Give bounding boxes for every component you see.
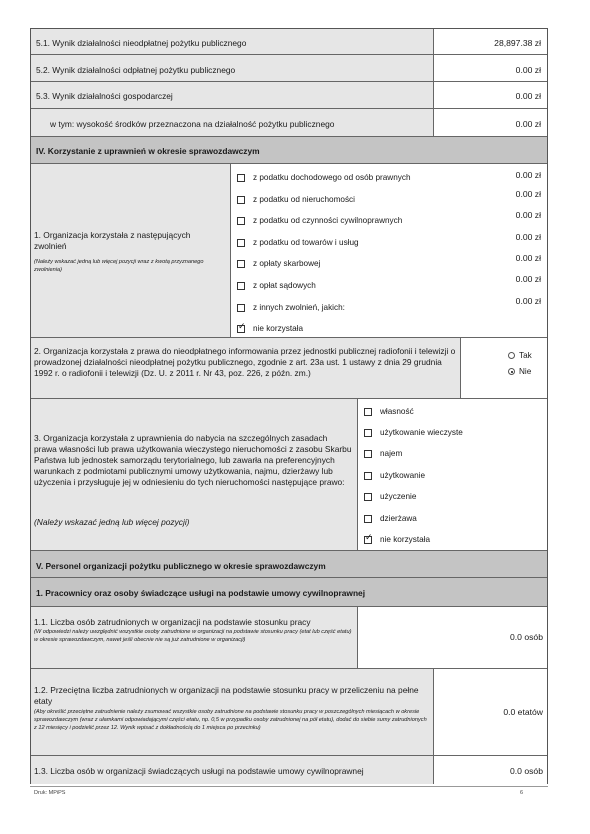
result-label: 5.1. Wynik działalności nieodpłatnej pożytku publicznego bbox=[36, 38, 247, 48]
exemption-label: z podatku od nieruchomości bbox=[253, 195, 355, 204]
radio-nie[interactable] bbox=[508, 368, 515, 375]
exemptions-note: (Należy wskazać jedną lub więcej pozycji wraz z kwotą przyznanego zwolnienia) bbox=[34, 259, 204, 273]
exemption-label: z innych zwolnień, jakich: bbox=[253, 303, 345, 312]
result-label-cell bbox=[31, 82, 434, 108]
exemption-checkbox[interactable] bbox=[237, 282, 245, 290]
property-right-checkbox[interactable]: ✓ bbox=[365, 532, 373, 542]
exemption-amount: 0.00 zł bbox=[515, 232, 541, 242]
subsection-header bbox=[31, 578, 547, 607]
personnel-row bbox=[31, 756, 547, 784]
form-frame bbox=[30, 28, 548, 784]
exemption-amount: 0.00 zł bbox=[515, 170, 541, 180]
exemption-checkbox[interactable]: ✓ bbox=[238, 321, 246, 331]
result-row bbox=[31, 29, 547, 55]
section-header bbox=[31, 551, 547, 578]
property-right-checkbox[interactable] bbox=[364, 450, 372, 458]
exemption-label: z podatku od towarów i usług bbox=[253, 238, 359, 247]
radio-tak-label: Tak bbox=[519, 351, 532, 360]
exemption-label: nie korzystała bbox=[253, 324, 304, 333]
result-value: 0.00 zł bbox=[515, 119, 541, 129]
personnel-label-cell bbox=[31, 607, 358, 668]
personnel-value: 0.0 osób bbox=[510, 766, 543, 776]
exemptions-label-cell bbox=[31, 164, 231, 337]
property-right-label: dzierżawa bbox=[380, 514, 417, 523]
media-right-label-cell bbox=[31, 338, 461, 398]
exemptions-row bbox=[31, 164, 547, 338]
property-right-checkbox[interactable] bbox=[364, 429, 372, 437]
property-right-label: nie korzystała bbox=[380, 535, 431, 544]
result-label-cell bbox=[31, 109, 434, 136]
result-label-cell bbox=[31, 55, 434, 81]
personnel-label-cell bbox=[31, 756, 434, 784]
exemptions-label: 1. Organizacja korzystała z następujących zwolnień bbox=[34, 230, 191, 251]
personnel-label: 1.2. Przeciętna liczba zatrudnionych w organizacji na podstawie stosunku pracy w przeliczeniu na pełne etaty bbox=[34, 685, 419, 706]
result-row bbox=[31, 109, 547, 137]
media-right-row bbox=[31, 338, 547, 399]
exemptions-options-cell bbox=[231, 164, 547, 337]
property-rights-label-cell bbox=[31, 399, 358, 550]
section-header bbox=[31, 137, 547, 164]
personnel-row bbox=[31, 607, 547, 669]
media-right-label: 2. Organizacja korzystała z prawa do nieodpłatnego informowania przez jednostki publicznej radiofonii i telewizji o prowadzonej działalności nieodpłatnej pożytku publicznego, zgodnie z art. 23a ust. 1 ustawy z dnia 29 grudnia 1992 r. o radiofonii i telewizji (Dz. U. z 2011 r. Nr 43, poz. 226, z późn. zm.) bbox=[34, 346, 456, 378]
result-value: 28,897.38 zł bbox=[494, 38, 541, 48]
section-title: IV. Korzystanie z uprawnień w okresie sprawozdawczym bbox=[36, 146, 260, 156]
personnel-label-cell bbox=[31, 669, 434, 755]
exemption-checkbox[interactable] bbox=[237, 260, 245, 268]
result-value-cell bbox=[434, 109, 547, 136]
property-rights-options-cell bbox=[358, 399, 547, 550]
exemption-amount: 0.00 zł bbox=[515, 274, 541, 284]
property-right-label: najem bbox=[380, 449, 403, 458]
exemption-label: z opłaty skarbowej bbox=[253, 259, 321, 268]
property-rights-note: (Należy wskazać jedną lub więcej pozycji) bbox=[34, 517, 190, 527]
property-right-label: użytkowanie wieczyste bbox=[380, 428, 463, 437]
result-label-cell bbox=[31, 29, 434, 54]
exemption-checkbox[interactable] bbox=[237, 304, 245, 312]
result-value-cell bbox=[434, 29, 547, 54]
subsection-title: 1. Pracownicy oraz osoby świadczące usługi na podstawie umowy cywilnoprawnej bbox=[36, 588, 366, 598]
property-right-label: użytkowanie bbox=[380, 471, 426, 480]
exemption-label: z podatku dochodowego od osób prawnych bbox=[253, 173, 411, 182]
property-right-checkbox[interactable] bbox=[364, 472, 372, 480]
property-right-checkbox[interactable] bbox=[364, 493, 372, 501]
exemption-label: z opłat sądowych bbox=[253, 281, 316, 290]
footer-page-number: 6 bbox=[520, 790, 524, 796]
result-label: 5.3. Wynik działalności gospodarczej bbox=[36, 91, 173, 101]
property-right-label: własność bbox=[380, 407, 414, 416]
result-value: 0.00 zł bbox=[515, 65, 541, 75]
result-value-cell bbox=[434, 82, 547, 108]
property-rights-row bbox=[31, 399, 547, 551]
exemption-amount: 0.00 zł bbox=[515, 253, 541, 263]
personnel-value-cell bbox=[358, 607, 547, 668]
result-label: w tym: wysokość środków przeznaczona na działalność pożytku publicznego bbox=[50, 119, 335, 129]
property-right-label: użyczenie bbox=[380, 492, 417, 501]
section-title: V. Personel organizacji pożytku publicznego w okresie sprawozdawczym bbox=[36, 561, 326, 571]
result-label: 5.2. Wynik działalności odpłatnej pożytku publicznego bbox=[36, 65, 236, 75]
radio-tak[interactable] bbox=[508, 352, 515, 359]
personnel-note: (W odpowiedzi należy uwzględnić wszystkie osoby zatrudnione w organizacji na podstawie stosunku pracy (etat lub część etatu) w okresie sprawozdawczym, nawet jeśli obecnie nie są już zatrudnione w organizacji) bbox=[34, 629, 352, 643]
exemption-checkbox[interactable] bbox=[237, 217, 245, 225]
footer-divider bbox=[30, 786, 548, 787]
exemption-amount: 0.00 zł bbox=[515, 189, 541, 199]
result-row bbox=[31, 82, 547, 109]
personnel-note: (Aby określić przeciętne zatrudnienie należy zsumować wszystkie osoby zatrudnione na podstawie stosunku pracy w poszczególnych miesiącach w okresie sprawozdawczym (wraz z ułamkami odpowiadającymi części etatu, np. 0,5 w przypadku osoby zatrudnionej na pół etatu), dodać do siebie sumy zatrudnionych z 12 miesięcy i podzielić przez 12. Wynik wpisać z dokładnością do 1 miejsca po przecinku) bbox=[34, 709, 427, 731]
media-right-options-cell bbox=[461, 338, 547, 398]
exemption-amount: 0.00 zł bbox=[515, 296, 541, 306]
result-row bbox=[31, 55, 547, 82]
personnel-value: 0.0 osób bbox=[510, 632, 543, 642]
personnel-row bbox=[31, 669, 547, 756]
personnel-value-cell bbox=[434, 669, 547, 755]
exemption-checkbox[interactable] bbox=[237, 196, 245, 204]
result-value: 0.00 zł bbox=[515, 91, 541, 101]
personnel-label: 1.1. Liczba osób zatrudnionych w organizacji na podstawie stosunku pracy bbox=[34, 617, 311, 627]
exemption-checkbox[interactable] bbox=[237, 239, 245, 247]
personnel-value-cell bbox=[434, 756, 547, 784]
property-right-checkbox[interactable] bbox=[364, 515, 372, 523]
property-right-checkbox[interactable] bbox=[364, 408, 372, 416]
exemption-label: z podatku od czynności cywilnoprawnych bbox=[253, 216, 403, 225]
radio-nie-label: Nie bbox=[519, 367, 532, 376]
result-value-cell bbox=[434, 55, 547, 81]
footer-print-label: Druk: MPiPS bbox=[34, 790, 66, 796]
personnel-label: 1.3. Liczba osób w organizacji świadczących usługi na podstawie umowy cywilnoprawnej bbox=[34, 766, 364, 776]
property-rights-label: 3. Organizacja korzystała z uprawnienia do nabycia na szczególnych zasadach prawa własności lub prawa użytkowania wieczystego nieruchomości z zasobu Skarbu Państwa lub jednostek samorządu terytorialnego, lub zawarła na preferencyjnych warunkach z podmiotami publicznymi umowy użytkowania, najmu, dzierżawy lub użyczenia i przysługuje jej w odniesieniu do tych nieruchomości następujące prawo: bbox=[34, 433, 352, 487]
exemption-amount: 0.00 zł bbox=[515, 210, 541, 220]
personnel-value: 0.0 etatów bbox=[503, 707, 543, 717]
exemption-checkbox[interactable] bbox=[237, 174, 245, 182]
